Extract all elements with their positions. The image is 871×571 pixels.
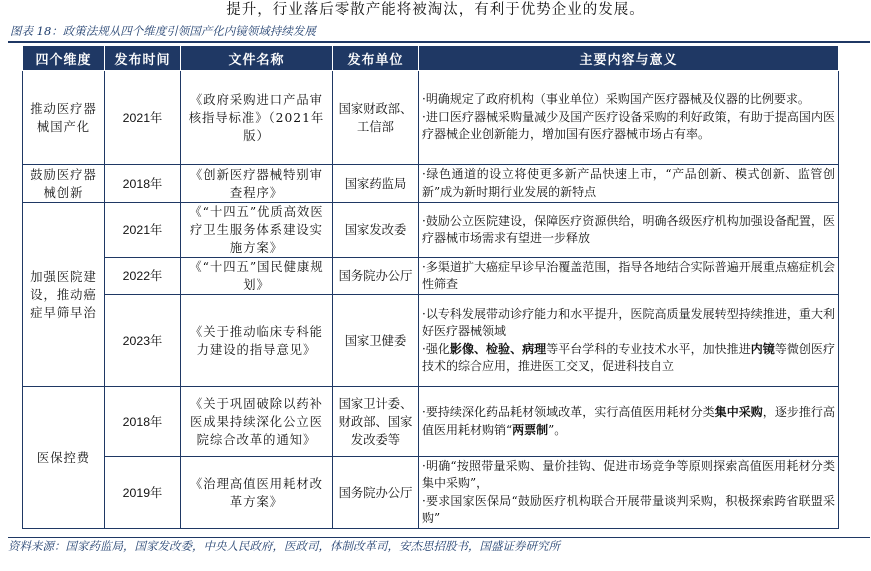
intro-text: 提升，行业落后零散产能将被淘汰，有利于优势企业的发展。 bbox=[226, 2, 645, 18]
content-cell bbox=[419, 457, 839, 529]
bullet-text: ，逐步推行高值医用耗材购销“ bbox=[422, 405, 835, 437]
table-row bbox=[23, 165, 839, 203]
emphasis-text: 影像、检验、病理 bbox=[449, 341, 547, 356]
content-bullet bbox=[422, 404, 835, 439]
content-bullet bbox=[422, 458, 835, 493]
year-cell: 2022年 bbox=[105, 258, 181, 295]
content-bullet bbox=[422, 493, 835, 528]
caption-rule bbox=[8, 41, 870, 43]
publisher-cell: 国家卫健委 bbox=[333, 295, 419, 387]
year-cell: 2018年 bbox=[105, 165, 181, 203]
bullet-text: ·明确“按照带量采购、量价挂钩、促进市场竞争等原则探索高值医用耗材分类集中采购”， bbox=[422, 458, 835, 490]
table-row bbox=[23, 295, 839, 387]
bullet-text: ·要持续深化药品耗材领域改革，实行高值医用耗材分类 bbox=[422, 405, 715, 419]
content-bullet bbox=[422, 166, 835, 201]
content-bullet bbox=[422, 306, 835, 341]
header-date: 发布时间 bbox=[105, 46, 181, 71]
bullet-text: ·鼓励公立医院建设，保障医疗资源供给，明确各级医疗机构加强设备配置，医疗器械市场需求有望进一步释放 bbox=[422, 213, 835, 245]
policy-table bbox=[22, 45, 839, 529]
content-cell bbox=[419, 258, 839, 295]
source-note: 资料来源：国家药监局，国家发改委，中央人民政府，医政司，体制改革司，安杰思招股书，国盛证券研究所 bbox=[8, 537, 870, 554]
document-cell: 《治理高值医用耗材改革方案》 bbox=[181, 457, 333, 529]
bullet-text: ”。 bbox=[548, 422, 567, 437]
table-row bbox=[23, 387, 839, 457]
publisher-cell: 国家财政部、工信部 bbox=[333, 71, 419, 165]
year-cell: 2018年 bbox=[105, 387, 181, 457]
emphasis-text: 两票制 bbox=[512, 422, 549, 437]
document-cell: 《创新医疗器械特别审查程序》 bbox=[181, 165, 333, 203]
table-row bbox=[23, 457, 839, 529]
content-cell bbox=[419, 165, 839, 203]
bullet-text: ·要求国家医保局“鼓励医疗机构联合开展带量谈判采购，积极探索跨省联盟采购” bbox=[422, 493, 835, 525]
year-cell: 2021年 bbox=[105, 71, 181, 165]
document-cell: 《关于推动临床专科能力建设的指导意见》 bbox=[181, 295, 333, 387]
emphasis-text: 内镜 bbox=[750, 341, 775, 356]
bullet-text: ·多渠道扩大癌症早诊早治覆盖范围，指导各地结合实际普遍开展重点癌症机会性筛查 bbox=[422, 259, 835, 291]
publisher-cell: 国家药监局 bbox=[333, 165, 419, 203]
bullet-text: ·明确规定了政府机构（事业单位）采购国产医疗器械及仪器的比例要求。 bbox=[422, 92, 810, 107]
content-cell bbox=[419, 203, 839, 258]
content-bullet bbox=[422, 91, 835, 109]
emphasis-text: 集中采购 bbox=[714, 405, 763, 419]
publisher-cell: 国务院办公厅 bbox=[333, 457, 419, 529]
year-cell: 2019年 bbox=[105, 457, 181, 529]
figure-caption: 图表 18：政策法规从四个维度引领国产化内镜领域持续发展 bbox=[10, 24, 316, 38]
content-cell bbox=[419, 295, 839, 387]
table-header-row bbox=[23, 46, 839, 71]
content-bullet bbox=[422, 109, 835, 144]
table-row bbox=[23, 258, 839, 295]
dimension-cell: 推动医疗器械国产化 bbox=[23, 71, 105, 165]
bullet-text: ·以专科发展带动诊疗能力和水平提升，医院高质量发展转型持续推进，重大利好医疗器械领域 bbox=[422, 306, 835, 338]
publisher-cell: 国务院办公厅 bbox=[333, 258, 419, 295]
document-cell: 《政府采购进口产品审核指导标准》（2021年版） bbox=[181, 71, 333, 165]
bullet-text: ·强化 bbox=[422, 341, 450, 356]
dimension-cell: 加强医院建设，推动癌症早筛早治 bbox=[23, 203, 105, 387]
header-content: 主要内容与意义 bbox=[419, 46, 839, 71]
document-cell: 《“十四五”国民健康规划》 bbox=[181, 258, 333, 295]
publisher-cell: 国家卫计委、财政部、国家发改委等 bbox=[333, 387, 419, 457]
bullet-text: ·进口医疗器械采购量减少及国产医疗设备采购的利好政策，有助于提高国内医疗器械企业创新能力，增加国有医疗器械市场占有率。 bbox=[422, 109, 835, 142]
content-bullet bbox=[422, 259, 835, 294]
header-publisher: 发布单位 bbox=[333, 46, 419, 71]
publisher-cell: 国家发改委 bbox=[333, 203, 419, 258]
document-cell: 《“十四五”优质高效医疗卫生服务体系建设实施方案》 bbox=[181, 203, 333, 258]
content-cell bbox=[419, 71, 839, 165]
content-bullet bbox=[422, 341, 835, 376]
bullet-text: 等平台学科的专业技术水平，加快推进 bbox=[546, 341, 751, 356]
header-dimension: 四个维度 bbox=[23, 46, 105, 71]
table-row bbox=[23, 203, 839, 258]
table-row bbox=[23, 71, 839, 165]
dimension-cell: 鼓励医疗器械创新 bbox=[23, 165, 105, 203]
dimension-cell: 医保控费 bbox=[23, 387, 105, 529]
year-cell: 2023年 bbox=[105, 295, 181, 387]
header-document: 文件名称 bbox=[181, 46, 333, 71]
content-cell bbox=[419, 387, 839, 457]
bullet-text: 等微创医疗技术的综合应用，推进医工交叉，促进科技自立 bbox=[422, 341, 835, 373]
document-cell: 《关于巩固破除以药补医成果持续深化公立医院综合改革的通知》 bbox=[181, 387, 333, 457]
bullet-text: ·绿色通道的设立将使更多新产品快速上市，“产品创新、模式创新、监管创新”成为新时期行业发展的新特点 bbox=[422, 167, 835, 199]
content-bullet bbox=[422, 213, 835, 248]
year-cell: 2021年 bbox=[105, 203, 181, 258]
